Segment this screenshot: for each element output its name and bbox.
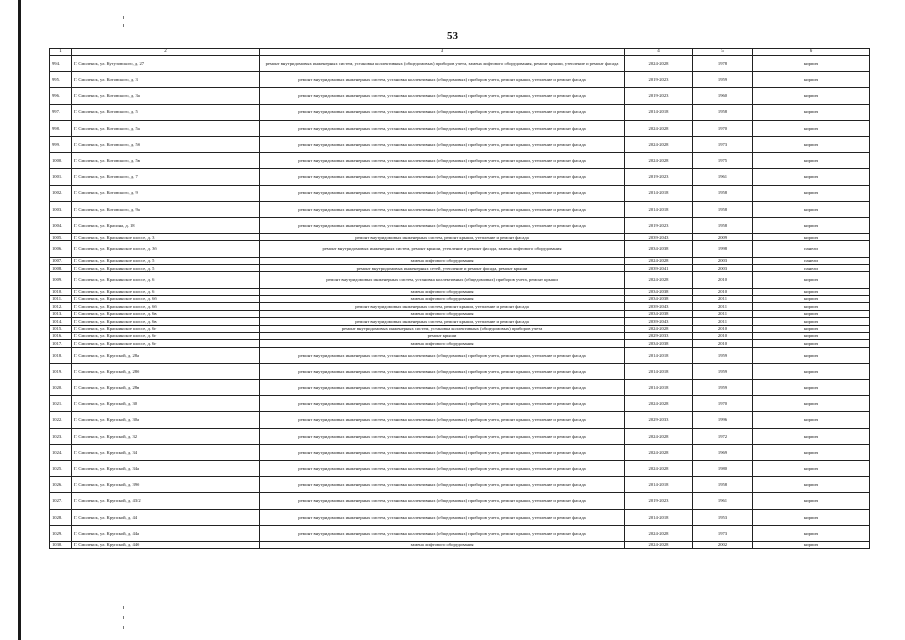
wall-material-cell: кирпич xyxy=(753,72,870,88)
works-cell: ремонт внутридомовых инженерных систем, установка коллективных (общедомовых) приборов учета, ремонт крыши, утепление и ремонт фасада xyxy=(260,72,625,88)
row-number: 997. xyxy=(50,104,72,120)
year-built-cell: 1958 xyxy=(693,185,753,201)
row-number: 1030. xyxy=(50,541,72,548)
row-number: 1017. xyxy=(50,340,72,347)
address-cell: Г. Смоленск, ул. Крупской, д. 30а xyxy=(72,412,260,428)
page-number: 53 xyxy=(447,30,458,42)
year-built-cell: 1958 xyxy=(693,201,753,217)
works-cell: ремонт внутридомовых инженерных систем, установка коллективных (общедомовых) приборов учета, ремонт крыши xyxy=(260,272,625,288)
row-number: 1020. xyxy=(50,380,72,396)
works-cell: ремонт внутридомовых инженерных систем, ремонт крыши, утепление и ремонт фасада, замена лифтового оборудования xyxy=(260,241,625,257)
wall-material-cell: кирпич xyxy=(753,396,870,412)
row-number: 1002. xyxy=(50,185,72,201)
works-cell: ремонт внутридомовых инженерных систем, установка коллективных (общедомовых) приборов учета, ремонт крыши, утепление и ремонт фасада xyxy=(260,185,625,201)
table-row xyxy=(50,288,870,295)
address-cell: Г. Смоленск, ул. Крупской, д. 30 xyxy=(72,396,260,412)
row-number: 1008. xyxy=(50,265,72,272)
address-cell: Г. Смоленск, ул. Кутузовского, д. 27 xyxy=(72,56,260,72)
period-cell: 2034-2038 xyxy=(625,340,693,347)
table-row xyxy=(50,412,870,428)
wall-material-cell: кирпич xyxy=(753,541,870,548)
table-row xyxy=(50,396,870,412)
table-row xyxy=(50,104,870,120)
period-cell: 2019-2023 xyxy=(625,217,693,233)
table-body xyxy=(50,49,870,549)
address-cell: Г. Смоленск, ул. Котовского, д. 9а xyxy=(72,201,260,217)
period-cell: 2024-2028 xyxy=(625,257,693,264)
year-built-cell: 1959 xyxy=(693,72,753,88)
row-number: 996. xyxy=(50,88,72,104)
works-cell: ремонт внутридомовых инженерных систем, установка коллективных (общедомовых) приборов учета, ремонт крыши, утепление и ремонт фасада xyxy=(260,509,625,525)
period-cell: 2014-2018 xyxy=(625,104,693,120)
address-cell: Г. Смоленск, ул. Краснинское шоссе, д. 3 xyxy=(72,234,260,241)
year-built-cell: 1970 xyxy=(693,120,753,136)
period-cell: 2024-2028 xyxy=(625,444,693,460)
year-built-cell: 2002 xyxy=(693,541,753,548)
year-built-cell: 2011 xyxy=(693,310,753,317)
table-row xyxy=(50,318,870,325)
year-built-cell: 1973 xyxy=(693,136,753,152)
year-built-cell: 1975 xyxy=(693,153,753,169)
works-cell: ремонт внутридомовых инженерных систем, установка коллективных (общедомовых) приборов учета, ремонт крыши, утепление и ремонт фасада xyxy=(260,136,625,152)
address-cell: Г. Смоленск, ул. Котовского, д. 5б xyxy=(72,136,260,152)
row-number: 1016. xyxy=(50,332,72,339)
row-number: 1015. xyxy=(50,325,72,332)
address-cell: Г. Смоленск, ул. Красина, д. 18 xyxy=(72,217,260,233)
address-cell: Г. Смоленск, ул. Котовского, д. 5а xyxy=(72,120,260,136)
scan-speck xyxy=(123,626,124,629)
period-cell: 2014-2018 xyxy=(625,363,693,379)
works-cell: замена лифтового оборудования xyxy=(260,340,625,347)
row-number: 995. xyxy=(50,72,72,88)
address-cell: Г. Смоленск, ул. Крупской, д. 39б xyxy=(72,477,260,493)
wall-material-cell: кирпич xyxy=(753,444,870,460)
table-row xyxy=(50,136,870,152)
wall-material-cell: кирпич xyxy=(753,461,870,477)
period-cell: 2014-2018 xyxy=(625,509,693,525)
year-built-cell: 1978 xyxy=(693,56,753,72)
row-number: 1003. xyxy=(50,201,72,217)
wall-material-cell: кирпич xyxy=(753,234,870,241)
row-number: 1027. xyxy=(50,493,72,509)
year-built-cell: 2011 xyxy=(693,296,753,303)
works-cell: замена лифтового оборудования xyxy=(260,257,625,264)
table-row xyxy=(50,257,870,264)
year-built-cell: 1998 xyxy=(693,241,753,257)
wall-material-cell: кирпич xyxy=(753,525,870,541)
row-number: 994. xyxy=(50,56,72,72)
works-cell: ремонт внутридомовых инженерных систем, установка коллективных (общедомовых) приборов учета, ремонт крыши, утепление и ремонт фасада xyxy=(260,525,625,541)
address-cell: Г. Смоленск, ул. Крупской, д. 34а xyxy=(72,461,260,477)
wall-material-cell: кирпич xyxy=(753,332,870,339)
table-row xyxy=(50,169,870,185)
row-number: 1010. xyxy=(50,288,72,295)
period-cell: 2034-2038 xyxy=(625,310,693,317)
works-cell: замена лифтового оборудования xyxy=(260,541,625,548)
year-built-cell: 1958 xyxy=(693,477,753,493)
year-built-cell: 2003 xyxy=(693,257,753,264)
address-cell: Г. Смоленск, ул. Краснинское шоссе, д. 6г xyxy=(72,332,260,339)
year-built-cell: 2009 xyxy=(693,234,753,241)
table-row xyxy=(50,120,870,136)
period-cell: 2024-2028 xyxy=(625,461,693,477)
row-number: 1026. xyxy=(50,477,72,493)
wall-material-cell: кирпич xyxy=(753,347,870,363)
wall-material-cell: кирпич xyxy=(753,380,870,396)
row-number: 998. xyxy=(50,120,72,136)
period-cell: 2024-2028 xyxy=(625,136,693,152)
works-cell: ремонт внутридомовых инженерных систем, установка коллективных (общедомовых) приборов учета, ремонт крыши, утепление и ремонт фасада xyxy=(260,461,625,477)
table-row xyxy=(50,272,870,288)
year-built-cell: 1961 xyxy=(693,169,753,185)
year-built-cell: 2003 xyxy=(693,265,753,272)
row-number: 1025. xyxy=(50,461,72,477)
works-cell: ремонт внутридомовых инженерных систем, установка коллективных (общедомовых) приборов учета, ремонт крыши, утепление и ремонт фасада xyxy=(260,444,625,460)
row-number: 1021. xyxy=(50,396,72,412)
wall-material-cell: кирпич xyxy=(753,303,870,310)
wall-material-cell: кирпич xyxy=(753,428,870,444)
address-cell: Г. Смоленск, ул. Краснинское шоссе, д. 6 xyxy=(72,288,260,295)
address-cell: Г. Смоленск, ул. Краснинское шоссе, д. 6г xyxy=(72,340,260,347)
period-cell: 2019-2023 xyxy=(625,72,693,88)
row-number: 1023. xyxy=(50,428,72,444)
wall-material-cell: панели xyxy=(753,265,870,272)
wall-material-cell: кирпич xyxy=(753,310,870,317)
address-cell: Г. Смоленск, ул. Котовского, д. 3 xyxy=(72,72,260,88)
period-cell: 2019-2023 xyxy=(625,169,693,185)
wall-material-cell: кирпич xyxy=(753,363,870,379)
row-number: 1012. xyxy=(50,303,72,310)
address-cell: Г. Смоленск, ул. Краснинское шоссе, д. 6г xyxy=(72,325,260,332)
wall-material-cell: кирпич xyxy=(753,493,870,509)
column-number: 5 xyxy=(693,49,753,56)
wall-material-cell: кирпич xyxy=(753,477,870,493)
table-row xyxy=(50,153,870,169)
housing-repair-table xyxy=(49,48,870,549)
wall-material-cell: кирпич xyxy=(753,120,870,136)
wall-material-cell: кирпич xyxy=(753,340,870,347)
row-number: 1007. xyxy=(50,257,72,264)
works-cell: ремонт внутридомовых инженерных систем, установка коллективных (общедомовых) приборов учета, ремонт крыши, утепление и ремонт фасада xyxy=(260,477,625,493)
wall-material-cell: панели xyxy=(753,241,870,257)
period-cell: 2039-2043 xyxy=(625,303,693,310)
address-cell: Г. Смоленск, ул. Краснинское шоссе, д. 6в xyxy=(72,310,260,317)
row-number: 1000. xyxy=(50,153,72,169)
address-cell: Г. Смоленск, ул. Крупской, д. 28б xyxy=(72,363,260,379)
wall-material-cell: кирпич xyxy=(753,169,870,185)
works-cell: замена лифтового оборудования xyxy=(260,296,625,303)
table-row xyxy=(50,428,870,444)
address-cell: Г. Смоленск, ул. Краснинское шоссе, д. 6 xyxy=(72,272,260,288)
works-cell: ремонт внутридомовых инженерных систем, установка коллективных (общедомовых) приборов учета, ремонт крыши, утепление и ремонт фасада xyxy=(260,201,625,217)
table-row xyxy=(50,241,870,257)
period-cell: 2019-2023 xyxy=(625,493,693,509)
works-cell: ремонт внутридомовых инженерных систем, установка коллективных (общедомовых) приборов учета xyxy=(260,325,625,332)
works-cell: ремонт внутридомовых инженерных систем, ремонт крыши, утепление и ремонт фасада xyxy=(260,303,625,310)
works-cell: замена лифтового оборудования xyxy=(260,288,625,295)
wall-material-cell: кирпич xyxy=(753,325,870,332)
year-built-cell: 1996 xyxy=(693,412,753,428)
column-number: 6 xyxy=(753,49,870,56)
address-cell: Г. Смоленск, ул. Крупской, д. 28в xyxy=(72,380,260,396)
period-cell: 2034-2038 xyxy=(625,296,693,303)
year-built-cell: 1960 xyxy=(693,88,753,104)
year-built-cell: 2010 xyxy=(693,332,753,339)
wall-material-cell: кирпич xyxy=(753,272,870,288)
year-built-cell: 1953 xyxy=(693,509,753,525)
period-cell: 2014-2018 xyxy=(625,347,693,363)
table-row xyxy=(50,347,870,363)
row-number: 1028. xyxy=(50,509,72,525)
row-number: 999. xyxy=(50,136,72,152)
period-cell: 2024-2028 xyxy=(625,428,693,444)
scan-speck xyxy=(123,616,124,619)
works-cell: ремонт внутридомовых инженерных систем, установка коллективных (общедомовых) приборов учета, ремонт крыши, утепление и ремонт фасада xyxy=(260,88,625,104)
address-cell: Г. Смоленск, ул. Краснинское шоссе, д. 6в xyxy=(72,318,260,325)
period-cell: 2014-2018 xyxy=(625,380,693,396)
period-cell: 2024-2028 xyxy=(625,120,693,136)
table-row xyxy=(50,444,870,460)
wall-material-cell: кирпич xyxy=(753,88,870,104)
works-cell: ремонт внутридомовых инженерных систем, установка коллективных (общедомовых) приборов учета, ремонт крыши, утепление и ремонт фасада xyxy=(260,493,625,509)
period-cell: 2024-2028 xyxy=(625,325,693,332)
row-number: 1024. xyxy=(50,444,72,460)
row-number: 1011. xyxy=(50,296,72,303)
table-row xyxy=(50,217,870,233)
period-cell: 2014-2018 xyxy=(625,201,693,217)
address-cell: Г. Смоленск, ул. Краснинское шоссе, д. 6б xyxy=(72,303,260,310)
wall-material-cell: кирпич xyxy=(753,412,870,428)
works-cell: замена лифтового оборудования xyxy=(260,310,625,317)
wall-material-cell: панели xyxy=(753,257,870,264)
table-row xyxy=(50,265,870,272)
address-cell: Г. Смоленск, ул. Котовского, д. 5 xyxy=(72,104,260,120)
address-cell: Г. Смоленск, ул. Крупской, д. 44а xyxy=(72,525,260,541)
address-cell: Г. Смоленск, ул. Котовского, д. 9 xyxy=(72,185,260,201)
address-cell: Г. Смоленск, ул. Крупской, д. 34 xyxy=(72,444,260,460)
row-number: 1014. xyxy=(50,318,72,325)
works-cell: ремонт внутридомовых инженерных систем, ремонт крыши, утепление и ремонт фасада xyxy=(260,234,625,241)
period-cell: 2039-2041 xyxy=(625,265,693,272)
table-row xyxy=(50,493,870,509)
year-built-cell: 1959 xyxy=(693,347,753,363)
address-cell: Г. Смоленск, ул. Котовского, д. 5в xyxy=(72,153,260,169)
works-cell: ремонт внутридомовых инженерных систем, установка коллективных (общедомовых) приборов учета, ремонт крыши, утепление и ремонт фасада xyxy=(260,396,625,412)
works-cell: ремонт внутридомовых инженерных систем, установка коллективных (общедомовых) приборов учета, ремонт крыши, утепление и ремонт фасада xyxy=(260,169,625,185)
works-cell: ремонт внутридомовых инженерных сетей, утепление и ремонт фасада, ремонт крыши xyxy=(260,265,625,272)
period-cell: 2014-2018 xyxy=(625,185,693,201)
address-cell: Г. Смоленск, ул. Краснинское шоссе, д. 3б xyxy=(72,241,260,257)
works-cell: ремонт внутридомовых инженерных систем, ремонт крыши, утепление и ремонт фасада xyxy=(260,318,625,325)
table-row xyxy=(50,56,870,72)
year-built-cell: 2010 xyxy=(693,325,753,332)
scan-speck xyxy=(123,606,124,609)
works-cell: ремонт внутридомовых инженерных систем, установка коллективных (общедомовых) приборов учета, ремонт крыши, утепление и ремонт фасада xyxy=(260,217,625,233)
year-built-cell: 1973 xyxy=(693,525,753,541)
table-row xyxy=(50,325,870,332)
address-cell: Г. Смоленск, ул. Крупской, д. 43/2 xyxy=(72,493,260,509)
period-cell: 2024-2028 xyxy=(625,56,693,72)
period-cell: 2029-2033 xyxy=(625,412,693,428)
year-built-cell: 2011 xyxy=(693,303,753,310)
works-cell: ремонт внутридомовых инженерных систем, установка коллективных (общедомовых) приборов учета, замена лифтового оборудования, ремонт крыши, утепление и ремонт фасада xyxy=(260,56,625,72)
year-built-cell: 1959 xyxy=(693,380,753,396)
works-cell: ремонт внутридомовых инженерных систем, установка коллективных (общедомовых) приборов учета, ремонт крыши, утепление и ремонт фасада xyxy=(260,380,625,396)
table-row xyxy=(50,234,870,241)
year-built-cell: 2011 xyxy=(693,318,753,325)
table-row xyxy=(50,340,870,347)
row-number: 1018. xyxy=(50,347,72,363)
table-row xyxy=(50,310,870,317)
scan-speck xyxy=(123,24,124,27)
address-cell: Г. Смоленск, ул. Краснинское шоссе, д. 5 xyxy=(72,265,260,272)
table-row xyxy=(50,541,870,548)
wall-material-cell: кирпич xyxy=(753,153,870,169)
year-built-cell: 1980 xyxy=(693,461,753,477)
address-cell: Г. Смоленск, ул. Котовского, д. 7 xyxy=(72,169,260,185)
table-row xyxy=(50,201,870,217)
row-number: 1006. xyxy=(50,241,72,257)
period-cell: 2039-2043 xyxy=(625,318,693,325)
works-cell: ремонт внутридомовых инженерных систем, установка коллективных (общедомовых) приборов учета, ремонт крыши, утепление и ремонт фасада xyxy=(260,363,625,379)
year-built-cell: 1970 xyxy=(693,396,753,412)
table-row xyxy=(50,525,870,541)
row-number: 1029. xyxy=(50,525,72,541)
address-cell: Г. Смоленск, ул. Крупской, д. 32 xyxy=(72,428,260,444)
period-cell: 2039-2043 xyxy=(625,234,693,241)
period-cell: 2029-2033 xyxy=(625,332,693,339)
works-cell: ремонт внутридомовых инженерных систем, установка коллективных (общедомовых) приборов учета, ремонт крыши, утепление и ремонт фасада xyxy=(260,153,625,169)
year-built-cell: 2010 xyxy=(693,288,753,295)
address-cell: Г. Смоленск, ул. Крупской, д. 44 xyxy=(72,509,260,525)
row-number: 1013. xyxy=(50,310,72,317)
row-number: 1001. xyxy=(50,169,72,185)
row-number: 1019. xyxy=(50,363,72,379)
column-number: 1 xyxy=(50,49,72,56)
period-cell: 2019-2023 xyxy=(625,88,693,104)
period-cell: 2024-2028 xyxy=(625,153,693,169)
works-cell: ремонт внутридомовых инженерных систем, установка коллективных (общедомовых) приборов учета, ремонт крыши, утепление и ремонт фасада xyxy=(260,428,625,444)
wall-material-cell: кирпич xyxy=(753,296,870,303)
year-built-cell: 2010 xyxy=(693,340,753,347)
column-number: 2 xyxy=(72,49,260,56)
wall-material-cell: кирпич xyxy=(753,104,870,120)
period-cell: 2024-2028 xyxy=(625,525,693,541)
period-cell: 2024-2028 xyxy=(625,396,693,412)
table-row xyxy=(50,509,870,525)
period-cell: 2024-2028 xyxy=(625,272,693,288)
wall-material-cell: кирпич xyxy=(753,136,870,152)
wall-material-cell: кирпич xyxy=(753,318,870,325)
table-row xyxy=(50,332,870,339)
row-number: 1009. xyxy=(50,272,72,288)
wall-material-cell: кирпич xyxy=(753,56,870,72)
table-row xyxy=(50,461,870,477)
year-built-cell: 1972 xyxy=(693,428,753,444)
column-number-row xyxy=(50,49,870,56)
address-cell: Г. Смоленск, ул. Краснинское шоссе, д. 5 xyxy=(72,257,260,264)
year-built-cell: 1969 xyxy=(693,444,753,460)
year-built-cell: 1958 xyxy=(693,217,753,233)
wall-material-cell: кирпич xyxy=(753,217,870,233)
wall-material-cell: кирпич xyxy=(753,201,870,217)
row-number: 1004. xyxy=(50,217,72,233)
works-cell: ремонт внутридомовых инженерных систем, установка коллективных (общедомовых) приборов учета, ремонт крыши, утепление и ремонт фасада xyxy=(260,412,625,428)
table-row xyxy=(50,72,870,88)
table-row xyxy=(50,296,870,303)
table-row xyxy=(50,477,870,493)
works-cell: ремонт крыши xyxy=(260,332,625,339)
period-cell: 2024-2028 xyxy=(625,541,693,548)
scan-left-edge xyxy=(18,0,21,640)
wall-material-cell: кирпич xyxy=(753,288,870,295)
year-built-cell: 1961 xyxy=(693,493,753,509)
row-number: 1022. xyxy=(50,412,72,428)
table-row xyxy=(50,380,870,396)
column-number: 4 xyxy=(625,49,693,56)
period-cell: 2034-2038 xyxy=(625,241,693,257)
table-row xyxy=(50,88,870,104)
address-cell: Г. Смоленск, ул. Крупской, д. 44б xyxy=(72,541,260,548)
period-cell: 2034-2038 xyxy=(625,288,693,295)
address-cell: Г. Смоленск, ул. Котовского, д. 3а xyxy=(72,88,260,104)
works-cell: ремонт внутридомовых инженерных систем, установка коллективных (общедомовых) приборов учета, ремонт крыши, утепление и ремонт фасада xyxy=(260,120,625,136)
address-cell: Г. Смоленск, ул. Крупской, д. 28а xyxy=(72,347,260,363)
address-cell: Г. Смоленск, ул. Краснинское шоссе, д. 6б xyxy=(72,296,260,303)
row-number: 1005. xyxy=(50,234,72,241)
wall-material-cell: кирпич xyxy=(753,185,870,201)
table-row xyxy=(50,303,870,310)
year-built-cell: 1958 xyxy=(693,104,753,120)
period-cell: 2014-2018 xyxy=(625,477,693,493)
scan-speck xyxy=(123,16,124,19)
table-row xyxy=(50,185,870,201)
year-built-cell: 2010 xyxy=(693,272,753,288)
column-number: 3 xyxy=(260,49,625,56)
year-built-cell: 1959 xyxy=(693,363,753,379)
wall-material-cell: кирпич xyxy=(753,509,870,525)
table-row xyxy=(50,363,870,379)
works-cell: ремонт внутридомовых инженерных систем, установка коллективных (общедомовых) приборов учета, ремонт крыши, утепление и ремонт фасада xyxy=(260,104,625,120)
works-cell: ремонт внутридомовых инженерных систем, установка коллективных (общедомовых) приборов учета, ремонт крыши, утепление и ремонт фасада xyxy=(260,347,625,363)
